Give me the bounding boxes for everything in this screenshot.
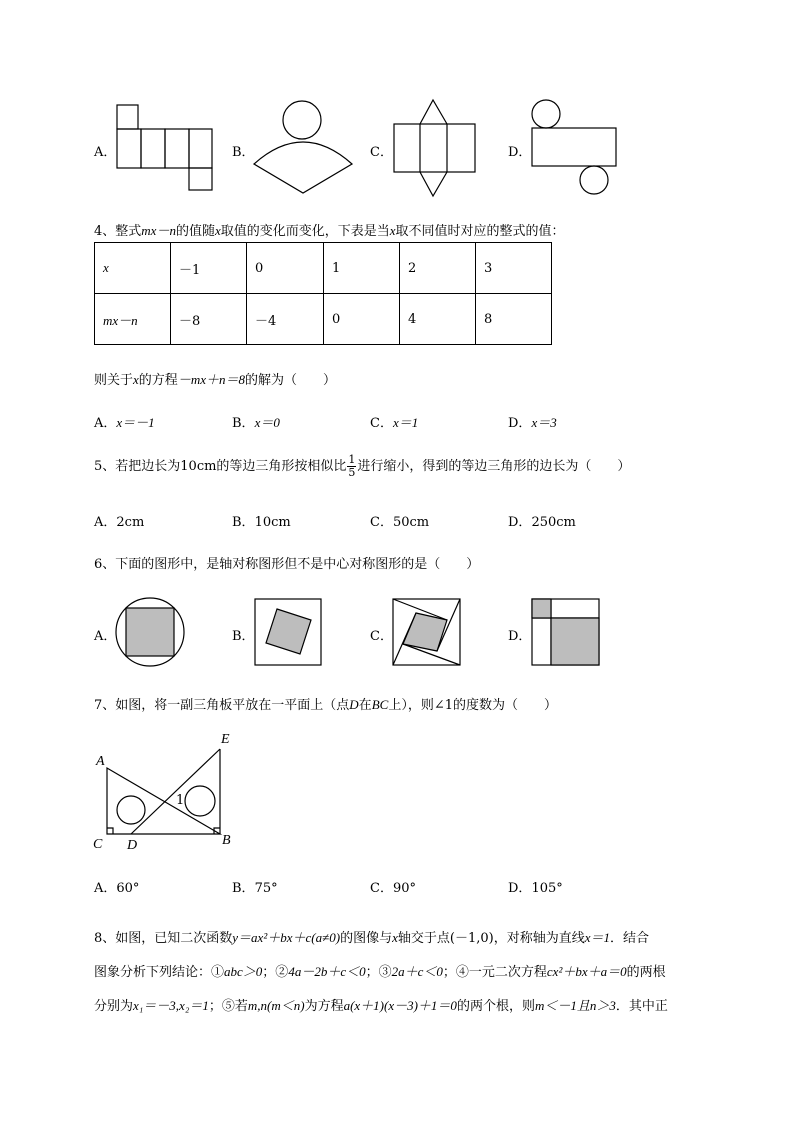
fraction-one-fifth: $\frac{1}{5}$ [348,453,356,479]
table-cell: 4 [400,294,476,345]
q8-line-1: 8、如图，已知二次函数y＝ax²＋bx＋c(a≠0)的图像与x轴交于点(－1,0)，对称轴为直线x＝1．结合 [94,930,650,946]
q3-option-b-label: B． [232,145,255,160]
q7-label-a: A [96,754,105,769]
table-cell: 3 [476,243,552,294]
q4-option-b: B．x＝0 [232,415,280,431]
table-cell: mx－n [95,294,171,345]
q6-stem: 6、下面的图形中，是轴对称图形但不是中心对称图形的是（ ） [94,557,480,572]
q5-stem: 5、若把边长为10cm的等边三角形按相似比 $\frac{1}{5}$ 进行缩小，得到的等边三角形的边长为（ ） [94,453,631,479]
table-cell: x [95,243,171,294]
q8-line-2: 图象分析下列结论：①abc＞0；②4a－2b＋c＜0；③2a＋c＜0；④一元二次方程cx²＋bx＋a＝0的两根 [94,964,666,980]
q4-stem: 4、整式mx－n的值随x取值的变化而变化，下表是当x取不同值时对应的整式的值： [94,223,565,239]
q5-option-c: C．50cm [370,515,430,530]
q6-option-b-label: B． [232,629,255,644]
q6-option-c-label: C． [370,629,393,644]
q8-line-3: 分别为x₁＝－3,x₂＝1；⑤若m,n(m＜n)为方程a(x＋1)(x－3)＋1＝0的两个根，则m＜－1且n＞3．其中正 [94,998,668,1014]
q3-option-c-label: C． [370,145,393,160]
table-cell: －4 [247,294,324,345]
q7-option-c: C．90° [370,881,416,896]
table-cell: －8 [171,294,247,345]
q5-option-b: B．10cm [232,515,291,530]
q5-option-d: D．250cm [508,515,576,530]
table-cell: 0 [324,294,400,345]
q4-option-d: D．x＝3 [508,415,557,431]
q6-option-d-label: D． [508,629,532,644]
q5-option-a: A．2cm [94,515,145,530]
q7-label-angle-1: 1 [176,793,185,808]
q4-question: 则关于x的方程－mx＋n＝8的解为（ ） [94,372,336,388]
q7-label-c: C [93,837,103,852]
q4-option-a: A．x＝－1 [94,415,155,431]
table-cell: 1 [324,243,400,294]
table-cell: 8 [476,294,552,345]
q7-option-a: A．60° [94,881,140,896]
q7-stem: 7、如图，将一副三角板平放在一平面上（点D在BC上），则∠1的度数为（ ） [94,697,558,713]
q7-option-b: B．75° [232,881,278,896]
q3-option-a-label: A． [94,145,117,160]
q7-option-d: D．105° [508,881,563,896]
table-cell: 2 [400,243,476,294]
table-cell: －1 [171,243,247,294]
q7-label-d: D [127,838,138,853]
q7-label-b: B [222,833,231,848]
q4-option-c: C．x＝1 [370,415,419,431]
q7-label-e: E [221,732,230,747]
table-cell: 0 [247,243,324,294]
q3-option-d-label: D． [508,145,532,160]
q6-option-a-label: A． [94,629,117,644]
